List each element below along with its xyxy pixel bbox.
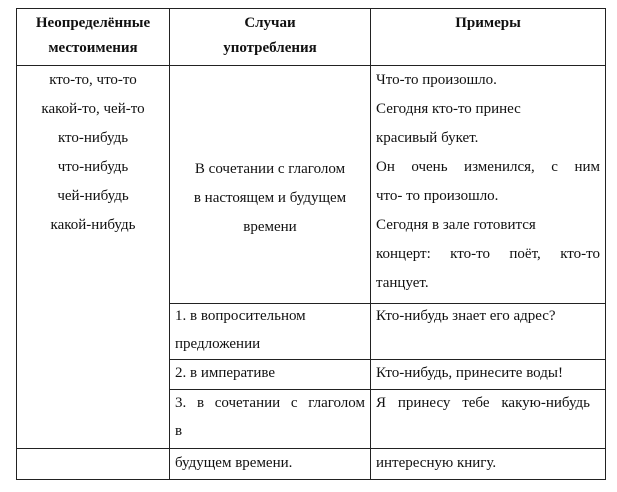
table-border-right	[605, 8, 606, 480]
pronoun-item: кто-нибудь	[57, 130, 129, 146]
header-pronouns-line-2: местоимения	[48, 40, 138, 56]
pronoun-item: что-нибудь	[57, 159, 129, 175]
example-line: Что-то произошло.	[376, 72, 497, 88]
example-line: что- то произошло.	[376, 188, 499, 204]
usage-line: предложении	[175, 336, 261, 352]
example-line: Он очень изменился, с ним	[376, 159, 600, 175]
pronoun-item: какой-нибудь	[50, 217, 136, 233]
usage-line: 3. в сочетании с глаголом	[175, 395, 365, 411]
example-interrogative: Кто-нибудь знает его адрес?	[376, 308, 556, 324]
usage-future-verb	[175, 394, 365, 450]
header-pronouns-line-1: Неопределённые	[35, 15, 151, 31]
header-examples: Примеры	[455, 15, 521, 31]
usage-present-future	[170, 160, 370, 247]
column-divider-2	[370, 8, 371, 480]
example-line: танцует.	[376, 275, 429, 291]
header-usage-line-1: Случаи	[244, 15, 296, 31]
example-line: концерт: кто-то поёт, кто-то	[376, 246, 600, 262]
pronoun-item: какой-то, чей-то	[41, 101, 145, 117]
example-imperative: Кто-нибудь, принесите воды!	[376, 365, 563, 381]
example-future-verb: Я принесу тебе какую-нибудь	[376, 395, 590, 411]
example-line: красивый букет.	[376, 130, 479, 146]
row3-bottom-line	[169, 389, 606, 390]
usage-line: 1. в вопросительном	[175, 308, 306, 324]
example-future-continued: интересную книгу.	[376, 455, 497, 471]
pronoun-item: кто-то, что-то	[49, 72, 137, 88]
usage-line: времени	[243, 219, 297, 235]
usage-line: В сочетании с глаголом	[194, 161, 346, 177]
usage-interrogative	[175, 307, 365, 363]
table-border-top	[16, 8, 606, 9]
pronoun-item: чей-нибудь	[57, 188, 129, 204]
example-line: Сегодня кто-то принес	[376, 101, 521, 117]
header-pronouns	[17, 14, 169, 58]
usage-future-continued: будущем времени.	[175, 455, 293, 471]
header-usage-line-2: употребления	[223, 40, 317, 56]
header-bottom-line	[16, 65, 606, 66]
row1-bottom-line	[169, 303, 606, 304]
table-border-bottom	[16, 479, 606, 480]
examples-present-future	[376, 71, 600, 303]
usage-line: в настоящем и будущем	[193, 190, 347, 206]
header-usage	[170, 14, 370, 58]
usage-line: в	[175, 423, 183, 439]
pronoun-list	[17, 71, 169, 245]
usage-imperative: 2. в императиве	[175, 365, 276, 381]
example-line: Сегодня в зале готовится	[376, 217, 536, 233]
